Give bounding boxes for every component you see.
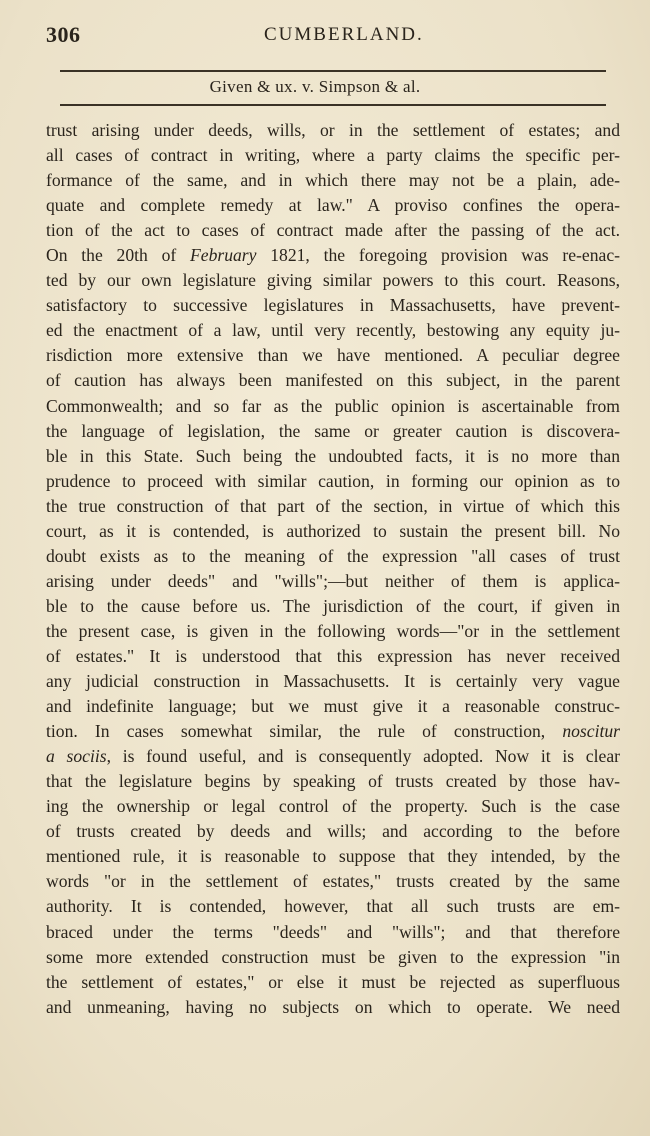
body-line: ble in this State. Such being the undoubted facts, it is no more than xyxy=(46,445,620,466)
body-line: tion. In cases somewhat similar, the rule of construction, noscitur xyxy=(46,721,620,742)
running-title: CUMBERLAND. xyxy=(264,24,424,45)
body-line: quate and complete remedy at law." A proviso confines the opera- xyxy=(46,195,620,216)
body-line: any judicial construction in Massachusetts. It is certainly very vague xyxy=(46,671,620,692)
body-line: all cases of contract in writing, where a party claims the specific per- xyxy=(46,145,620,166)
body-line: ed the enactment of a law, until very recently, bestowing any equity ju- xyxy=(46,320,620,341)
body-line: the true construction of that part of the section, in virtue of which this xyxy=(46,495,620,516)
page-number: 306 xyxy=(46,22,81,47)
body-line: ing the ownership or legal control of the property. Such is the case xyxy=(46,796,620,817)
case-caption: Given & ux. v. Simpson & al. xyxy=(209,77,421,96)
body-line: some more extended construction must be given to the expression "in xyxy=(46,946,620,967)
body-line: and indefinite language; but we must give it a reasonable construc- xyxy=(46,696,620,717)
body-line: the settlement of estates," or else it must be rejected as superfluous xyxy=(46,971,620,992)
body-line: a sociis, is found useful, and is consequently adopted. Now it is clear xyxy=(46,746,620,767)
body-line: words "or in the settlement of estates," trusts created by the same xyxy=(46,871,620,892)
body-line: the language of legislation, the same or greater caution is discovera- xyxy=(46,420,620,441)
body-line: of trusts created by deeds and wills; and according to the before xyxy=(46,821,620,842)
body-line: of estates." It is understood that this expression has never received xyxy=(46,645,620,666)
body-line: the present case, is given in the following words—"or in the settlement xyxy=(46,620,620,641)
body-line: tion of the act to cases of contract made after the passing of the act. xyxy=(46,220,620,241)
body-line: arising under deeds" and "wills";—but neither of them is applica- xyxy=(46,570,620,591)
body-line: satisfactory to successive legislatures in Massachusetts, have prevent- xyxy=(46,295,620,316)
body-line: risdiction more extensive than we have mentioned. A peculiar degree xyxy=(46,345,620,366)
body-line: that the legislature begins by speaking of trusts created by those hav- xyxy=(46,771,620,792)
body-line: trust arising under deeds, wills, or in the settlement of estates; and xyxy=(46,120,620,140)
caption-bottom-rule xyxy=(60,104,606,106)
body-text xyxy=(46,118,620,1020)
page-header xyxy=(46,22,610,50)
body-line: doubt exists as to the meaning of the expression "all cases of trust xyxy=(46,545,620,566)
body-line: mentioned rule, it is reasonable to suppose that they intended, by the xyxy=(46,846,620,867)
body-line: and unmeaning, having no subjects on which to operate. We need xyxy=(46,996,620,1017)
body-line: ted by our own legislature giving similar powers to this court. Reasons, xyxy=(46,270,620,291)
body-line: prudence to proceed with similar caution, in forming our opinion as to xyxy=(46,470,620,491)
caption-top-rule xyxy=(60,70,606,72)
body-line: ble to the cause before us. The jurisdiction of the court, if given in xyxy=(46,595,620,616)
body-line: court, as it is contended, is authorized to sustain the present bill. No xyxy=(46,520,620,541)
body-line: authority. It is contended, however, that all such trusts are em- xyxy=(46,896,620,917)
body-line: braced under the terms "deeds" and "wills"; and that therefore xyxy=(46,921,620,942)
body-line: of caution has always been manifested on this subject, in the parent xyxy=(46,370,620,391)
body-line: Commonwealth; and so far as the public opinion is ascertainable from xyxy=(46,395,620,416)
body-line: formance of the same, and in which there may not be a plain, ade- xyxy=(46,170,620,191)
body-line: On the 20th of February 1821, the foregoing provision was re-enac- xyxy=(46,245,620,266)
